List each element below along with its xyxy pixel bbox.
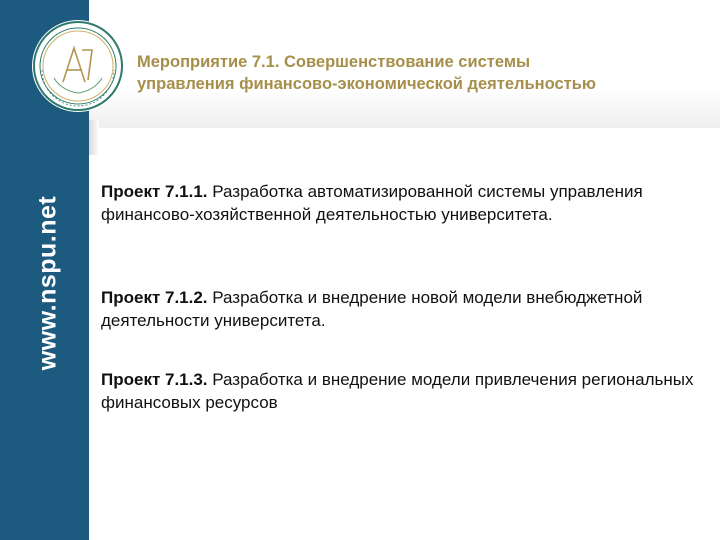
project-item (101, 286, 701, 332)
project-number: Проект 7.1.2. (101, 288, 208, 307)
project-description: Разработка и внедрение модели привлечения региональных финансовых ресурсов (101, 370, 694, 412)
project-description: Разработка автоматизированной системы управления финансово-хозяйственной деятельностью университета. (101, 182, 643, 224)
slide-title-line-1: Мероприятие 7.1. Совершенствование системы (137, 53, 531, 71)
project-number: Проект 7.1.1. (101, 182, 208, 201)
project-item (101, 180, 701, 226)
project-description: Разработка и внедрение новой модели внебюджетной деятельности университета. (101, 288, 643, 330)
university-seal-icon (30, 18, 126, 114)
project-number: Проект 7.1.3. (101, 370, 208, 389)
slide-title (137, 51, 707, 95)
project-item (101, 368, 701, 414)
header-divider (89, 120, 99, 155)
slide-title-line-2: управления финансово-экономической деятельностью (137, 75, 596, 93)
site-url: www.nspu.net (33, 195, 62, 371)
